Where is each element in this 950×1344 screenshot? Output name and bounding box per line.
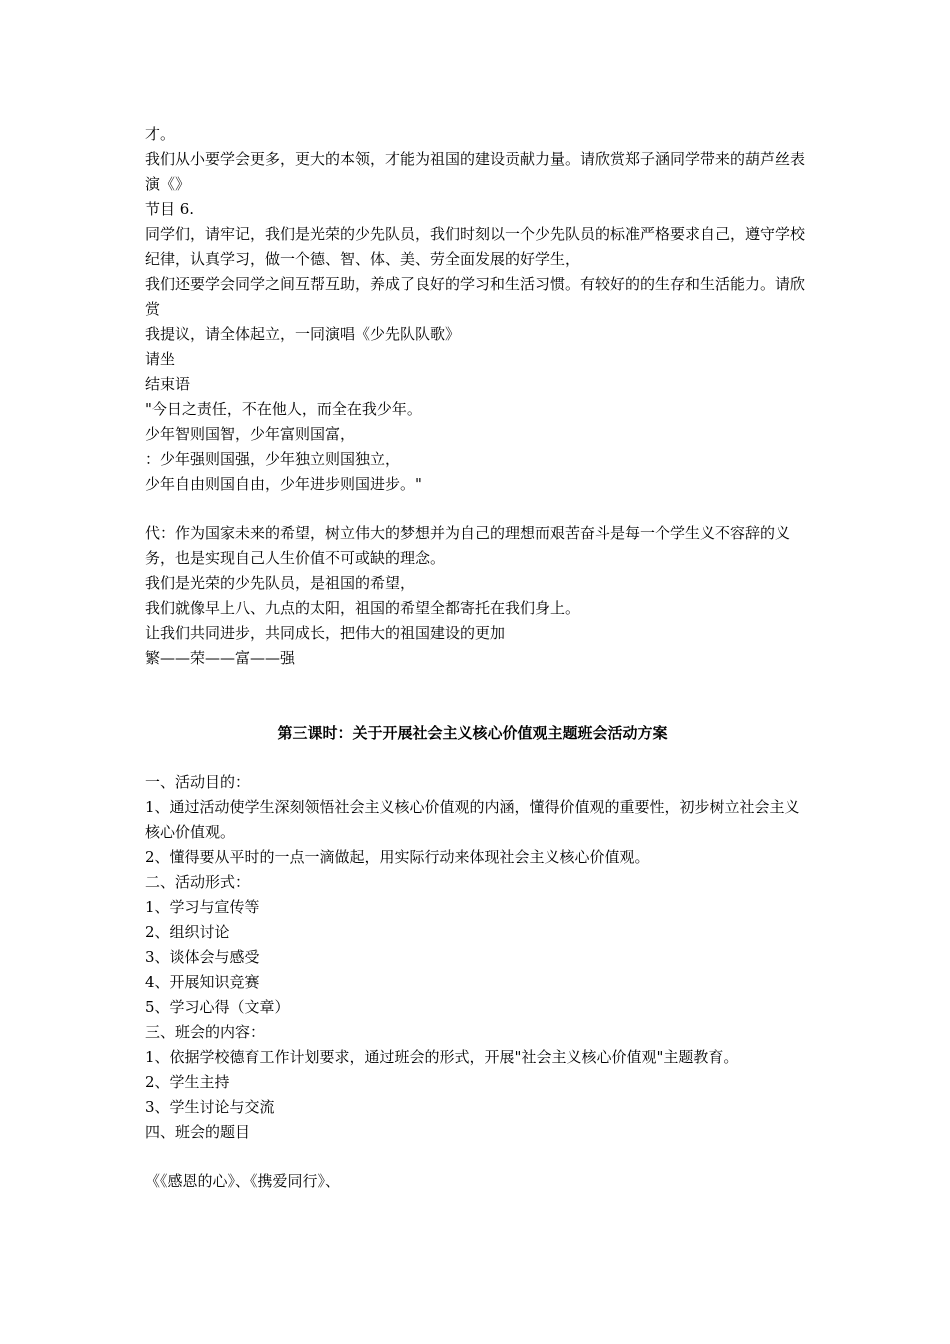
paragraph-line: 我们是光荣的少先队员，是祖国的希望，: [145, 574, 416, 592]
paragraph-line: 繁——荣——富——强: [145, 649, 296, 667]
paragraph-line: 3、谈体会与感受: [145, 948, 260, 966]
paragraph-line: 结束语: [145, 375, 191, 393]
paragraph-line: 代：作为国家未来的希望，树立伟大的梦想并为自己的理想而艰苦奋斗是每一个学生义不容辞的义务，也是实现自己人生价值不可或缺的理念。: [145, 524, 791, 567]
paragraph-line: 二、活动形式：: [145, 873, 251, 891]
document-body: [145, 122, 810, 1194]
paragraph-line: 让我们共同进步，共同成长，把伟大的祖国建设的更加: [145, 624, 506, 642]
paragraph-line: 我们从小要学会更多，更大的本领，才能为祖国的建设贡献力量。请欣赏郑子涵同学带来的葫芦丝表演《》: [145, 150, 806, 193]
paragraph-line: 少年智则国智，少年富则国富，: [145, 425, 356, 443]
paragraph-line: "今日之责任，不在他人，而全在我少年。: [145, 400, 422, 418]
paragraph-line: 四、班会的题目: [145, 1123, 251, 1141]
paragraph-line: 少年自由则国自由，少年进步则国进步。": [145, 475, 422, 493]
blank-line: [145, 497, 810, 521]
paragraph-line: 节目 6.: [145, 200, 195, 218]
paragraph-line: 3、学生讨论与交流: [145, 1098, 275, 1116]
paragraph-line: 2、学生主持: [145, 1073, 230, 1091]
paragraph-line: 一、活动目的：: [145, 773, 251, 791]
paragraph-line: 1、通过活动使学生深刻领悟社会主义核心价值观的内涵，懂得价值观的重要性，初步树立社会主义核心价值观。: [145, 798, 800, 841]
paragraph-line: 我们还要学会同学之间互帮互助，养成了良好的学习和生活习惯。有较好的的生存和生活能力。请欣赏: [145, 275, 806, 318]
paragraph-line: 4、开展知识竞赛: [145, 973, 260, 991]
paragraph-line: 请坐: [145, 350, 176, 368]
blank-line: [145, 1145, 810, 1169]
paragraph-line: 2、懂得要从平时的一点一滴做起，用实际行动来体现社会主义核心价值观。: [145, 848, 650, 866]
paragraph-line: 同学们，请牢记，我们是光荣的少先队员，我们时刻以一个少先队员的标准严格要求自己，遵守学校纪律，认真学习，做一个德、智、体、美、劳全面发展的好学生，: [145, 225, 806, 268]
paragraph-line: 才。: [145, 125, 176, 143]
paragraph-line: ：少年强则国强，少年独立则国独立，: [145, 450, 401, 468]
paragraph-line: 《《感恩的心》、《携爱同行》、: [145, 1172, 341, 1190]
paragraph-line: 5、学习心得（文章）: [145, 998, 290, 1016]
section-title: 第三课时：关于开展社会主义核心价值观主题班会活动方案: [277, 724, 668, 742]
paragraph-line: 1、学习与宣传等: [145, 898, 260, 916]
paragraph-line: 我们就像早上八、九点的太阳，祖国的希望全都寄托在我们身上。: [145, 599, 581, 617]
blank-line: [145, 671, 810, 721]
paragraph-line: 三、班会的内容：: [145, 1023, 266, 1041]
paragraph-line: 1、依据学校德育工作计划要求，通过班会的形式，开展"社会主义核心价值观"主题教育。: [145, 1048, 739, 1066]
paragraph-line: 2、组织讨论: [145, 923, 230, 941]
blank-line: [145, 746, 810, 770]
paragraph-line: 我提议，请全体起立，一同演唱《少先队队歌》: [145, 325, 461, 343]
